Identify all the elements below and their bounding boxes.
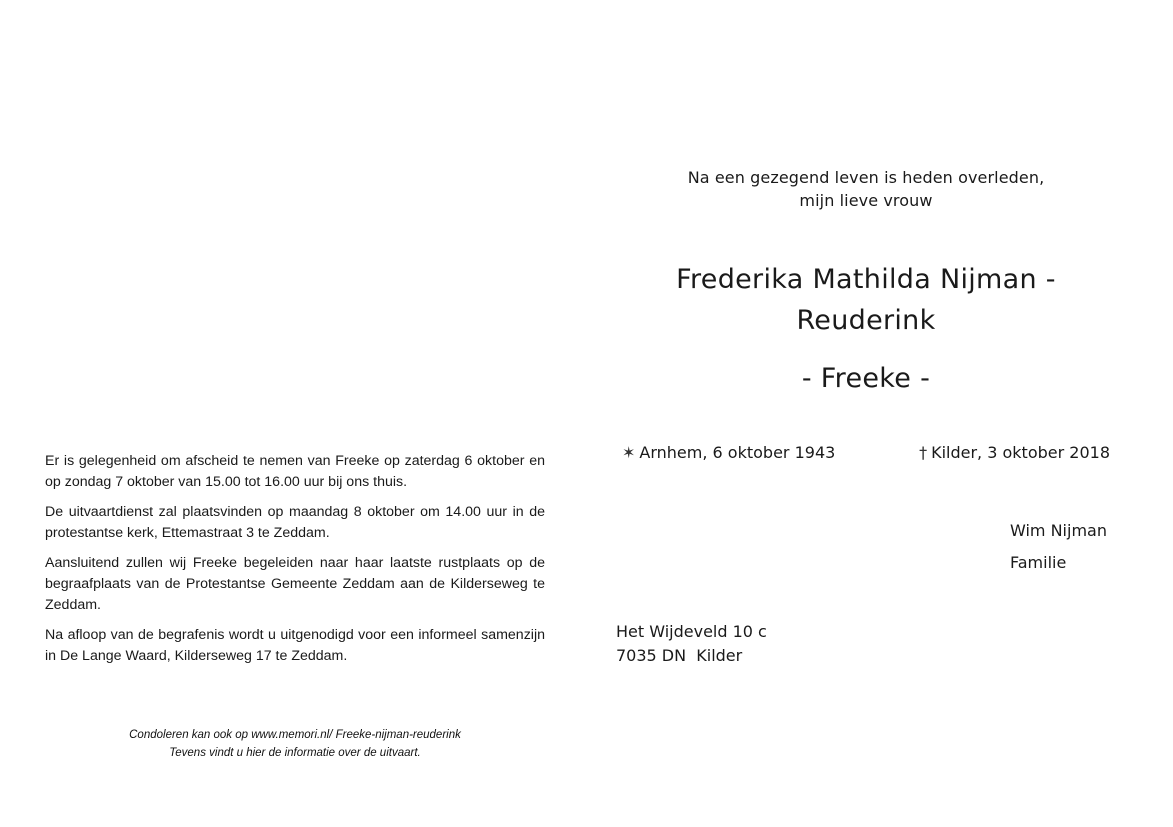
deceased-name-line-1: Frederika Mathilda Nijman - <box>676 264 1056 295</box>
info-paragraph-burial: Aansluitend zullen wij Freeke begeleiden naar haar laatste rustplaats op de begraafplaats van de Protestantse Gemeente Zeddam aan de Kilderseweg te Zeddam. <box>45 555 545 613</box>
address-line-1: Het Wijdeveld 10 c <box>616 622 767 641</box>
condolence-line-1: Condoleren kan ook op www.memori.nl/ Freeke-nijman-reuderink <box>129 729 461 741</box>
death-text: Kilder, 3 oktober 2018 <box>931 443 1110 462</box>
death-cross-icon: † <box>919 443 928 462</box>
info-paragraph-reception: Na afloop van de begrafenis wordt u uitgenodigd voor een informeel samenzijn in De Lange Waard, Kilderseweg 17 te Zeddam. <box>45 627 545 664</box>
birth-text: Arnhem, 6 oktober 1943 <box>639 443 836 462</box>
address-line-2: 7035 DN Kilder <box>616 646 743 665</box>
family-line-2: Familie <box>1010 553 1067 572</box>
intro-line-2: mijn lieve vrouw <box>799 191 933 210</box>
info-paragraph-visitation: Er is gelegenheid om afscheid te nemen van Freeke op zaterdag 6 oktober en op zondag 7 oktober van 15.00 tot 16.00 uur bij ons thuis. <box>45 453 545 490</box>
funeral-info <box>45 451 545 676</box>
deceased-nickname: - Freeke - <box>801 363 931 394</box>
condolence-line-2: Tevens vindt u hier de informatie over de uitvaart. <box>169 747 421 759</box>
info-paragraph-service: De uitvaartdienst zal plaatsvinden op maandag 8 oktober om 14.00 uur in de protestantse kerk, Ettemastraat 3 te Zeddam. <box>45 504 545 541</box>
family-line-1: Wim Nijman <box>1010 521 1107 540</box>
correspondence-address <box>616 620 767 668</box>
family-signature <box>1010 515 1107 579</box>
birth-info <box>622 442 835 464</box>
condolence-note <box>70 726 520 762</box>
birth-star-icon: ✶ <box>622 443 636 462</box>
death-info <box>919 442 1110 464</box>
deceased-name-line-2: Reuderink <box>796 305 936 336</box>
intro-text <box>600 166 1132 212</box>
deceased-name <box>600 259 1132 341</box>
intro-line-1: Na een gezegend leven is heden overleden, <box>687 168 1045 187</box>
